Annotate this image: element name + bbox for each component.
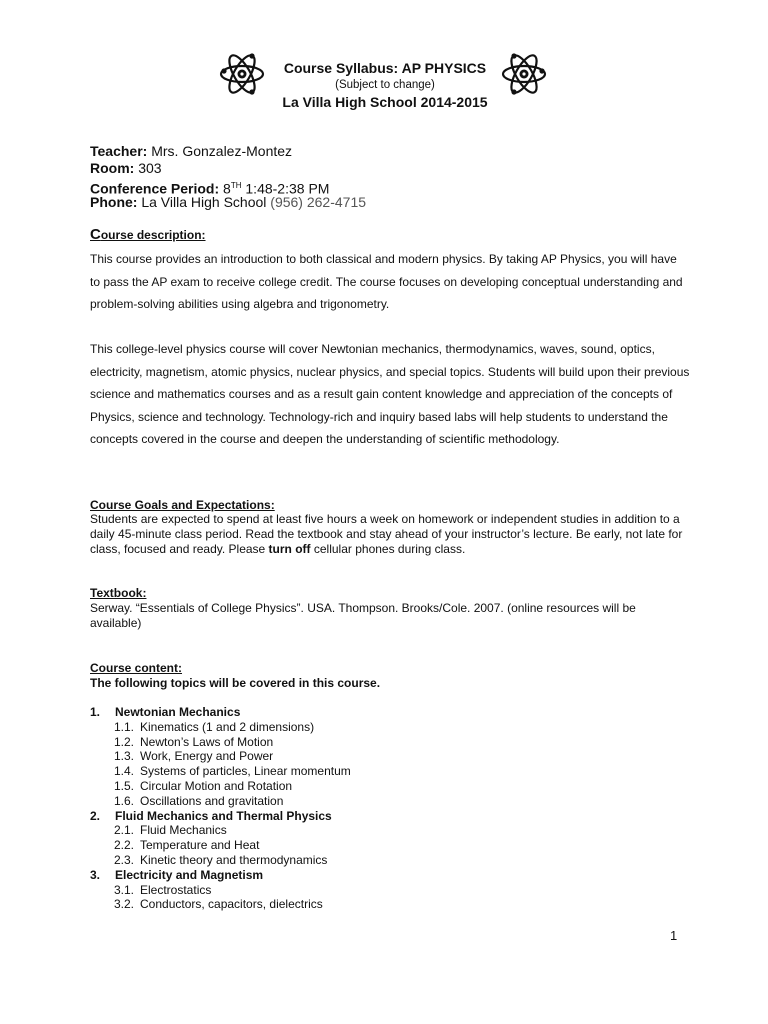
- item-number: 3.: [90, 867, 101, 882]
- item-number: 3.2.: [114, 897, 135, 912]
- item-number: 2.: [90, 808, 101, 823]
- item-number: 1.3.: [114, 749, 135, 764]
- phone-number: (956) 262-4715: [270, 194, 367, 210]
- room-line: [90, 160, 162, 177]
- conference-period: 8: [223, 180, 231, 197]
- item-title: Electrostatics: [140, 882, 212, 897]
- goals-text-bold: turn off: [268, 542, 311, 556]
- conference-label: Conference Period:: [90, 180, 220, 197]
- item-number: 1.1.: [114, 719, 135, 734]
- page-number: 1: [670, 928, 678, 943]
- phone-line: [90, 194, 366, 211]
- goals-text: Students are expected to spend at least five hours a week on homework or independent studies in addition to a daily 45-minute class period. Read the textbook and stay ahead of your instructor’s lecture. Be early, not late for class, focused and ready. Please: [90, 512, 683, 556]
- item-title: Circular Motion and Rotation: [140, 778, 293, 793]
- content-heading: Course content:: [90, 661, 183, 675]
- description-paragraph-2: This college-level physics course will cover Newtonian mechanics, thermodynamics, waves, sound, optics, electricity, magnetism, atomic physics, nuclear physics, and special topics. Students will build upon their previous science and mathematics courses and as a result gain content knowledge and appreciation of the concepts of Physics, science and technology. Technology-rich and inquiry based labs will help students to understand the concepts covered in the course and deepen the understanding of scientific methodology.: [90, 342, 690, 446]
- phone-place: La Villa High School: [141, 194, 267, 210]
- textbook-heading: Textbook:: [90, 586, 147, 600]
- item-number: 1.2.: [114, 734, 135, 749]
- textbook-citation: Serway. “Essentials of College Physics”. USA. Thompson. Brooks/Cole. 2007. (online resources will be available): [90, 601, 636, 630]
- item-title: Oscillations and gravitation: [140, 793, 284, 808]
- item-title: Work, Energy and Power: [140, 749, 274, 764]
- item-number: 2.3.: [114, 852, 135, 867]
- description-heading-initial: C: [90, 226, 101, 243]
- conference-time: 1:48-2:38 PM: [245, 180, 330, 197]
- room-label: Room:: [90, 160, 135, 176]
- school-name: La Villa High School 2014-2015: [282, 94, 488, 110]
- item-number: 1.4.: [114, 764, 135, 779]
- goals-paragraph: [90, 512, 690, 557]
- phone-label: Phone:: [90, 194, 138, 210]
- item-title: Kinetic theory and thermodynamics: [140, 852, 328, 867]
- item-title: Kinematics (1 and 2 dimensions): [140, 719, 315, 734]
- description-paragraph-1: This course provides an introduction to both classical and modern physics. By taking AP Physics, you will have to pass the AP exam to receive college credit. The course focuses on developing conceptual understanding and problem-solving abilities using algebra and trigonometry.: [90, 252, 683, 311]
- conference-superscript: TH: [230, 181, 242, 190]
- teacher-name: Mrs. Gonzalez-Montez: [151, 143, 293, 159]
- item-title: Fluid Mechanics and Thermal Physics: [115, 808, 332, 823]
- goals-heading: Course Goals and Expectations:: [90, 498, 275, 512]
- item-title: Fluid Mechanics: [140, 823, 227, 838]
- item-title: Electricity and Magnetism: [115, 867, 264, 882]
- item-title: Newton’s Laws of Motion: [140, 734, 274, 749]
- goals-text-end: cellular phones during class.: [310, 542, 466, 556]
- item-title: Newtonian Mechanics: [115, 705, 241, 719]
- item-title: Systems of particles, Linear momentum: [140, 764, 351, 779]
- item-number: 2.1.: [114, 823, 135, 838]
- item-number: 2.2.: [114, 838, 135, 853]
- item-number: 1.5.: [114, 778, 135, 793]
- item-number: 1.6.: [114, 793, 135, 808]
- item-title: Temperature and Heat: [140, 838, 260, 853]
- teacher-label: Teacher:: [90, 143, 148, 159]
- room-number: 303: [138, 160, 162, 176]
- teacher-line: [90, 143, 292, 160]
- item-number: 1.: [90, 705, 101, 719]
- item-title: Conductors, capacitors, dielectrics: [140, 897, 323, 912]
- item-number: 3.1.: [114, 882, 135, 897]
- page-subtitle: (Subject to change): [335, 79, 435, 91]
- description-heading: [90, 226, 206, 243]
- description-heading-rest: ourse description:: [100, 228, 206, 242]
- content-intro: The following topics will be covered in this course.: [90, 676, 381, 690]
- page-title: Course Syllabus: AP PHYSICS: [283, 60, 487, 76]
